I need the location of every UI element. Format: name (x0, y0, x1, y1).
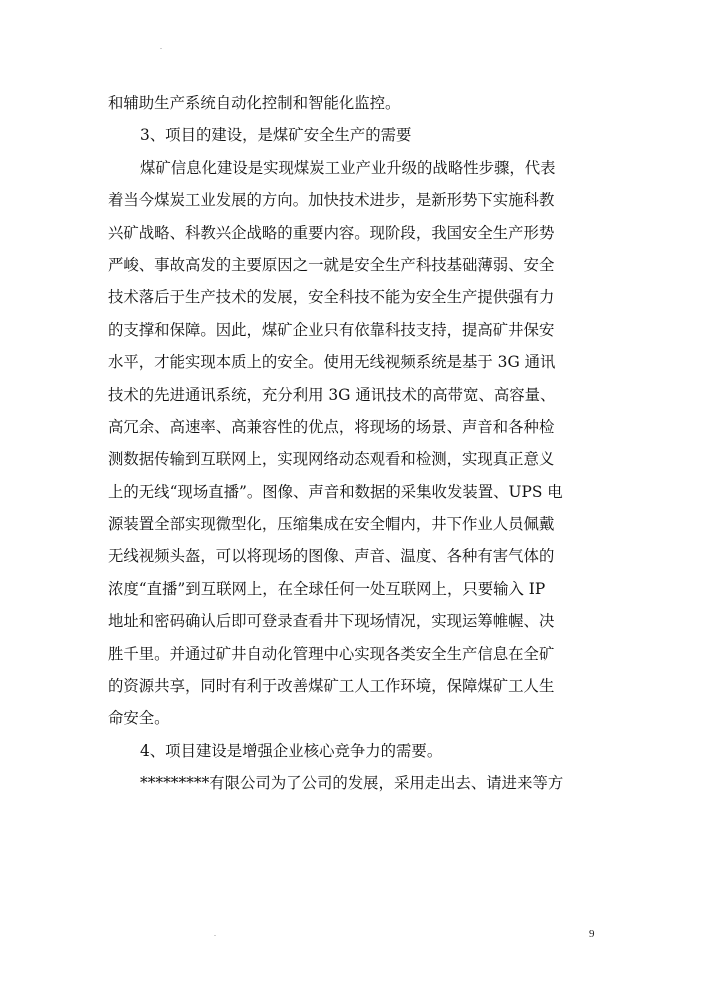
text-line: 测数据传输到互联网上，实现网络动态观看和检测，实现真正意义 (108, 450, 555, 469)
text-line: 3、项目的建设，是煤矿安全生产的需要 (140, 126, 412, 145)
text-line: 地址和密码确认后即可登录查看井下现场情况，实现运筹帷幄、决 (108, 612, 555, 631)
text-line: 高冗余、高速率、高兼容性的优点，将现场的场景、声音和各种检 (108, 417, 555, 436)
scan-speck (160, 48, 162, 49)
text-line: 水平，才能实现本质上的安全。使用无线视频系统是基于 3G 通讯 (108, 353, 556, 372)
text-line: 4、项目建设是增强企业核心竞争力的需要。 (140, 741, 443, 760)
text-line: 兴矿战略、科教兴企战略的重要内容。现阶段，我国安全生产形势 (108, 223, 555, 242)
text-line: 和辅助生产系统自动化控制和智能化监控。 (108, 94, 401, 112)
text-line: 胜千里。并通过矿井自动化管理中心实现各类安全生产信息在全矿 (108, 644, 555, 663)
text-line: 技术落后于生产技术的发展，安全科技不能为安全生产提供强有力 (108, 288, 555, 307)
text-line: 命安全。 (108, 709, 170, 728)
scan-speck (214, 935, 216, 936)
text-line: 煤矿信息化建设是实现煤炭工业产业升级的战略性步骤，代表 (140, 158, 556, 177)
text-line: 的支撑和保障。因此，煤矿企业只有依靠科技支持，提高矿井保安 (108, 320, 555, 339)
text-line: 严峻、事故高发的主要原因之一就是安全生产科技基础薄弱、安全 (108, 255, 555, 274)
text-line: 源装置全部实现微型化，压缩集成在安全帽内，井下作业人员佩戴 (108, 515, 555, 534)
body-text (108, 87, 608, 800)
text-line: *********有限公司为了公司的发展，采用走出去、请进来等方 (140, 774, 564, 793)
text-line: 无线视频头盔，可以将现场的图像、声音、温度、各种有害气体的 (108, 547, 555, 566)
text-line: 技术的先进通讯系统，充分利用 3G 通讯技术的高带宽、高容量、 (108, 385, 556, 404)
text-line: 上的无线“现场直播”。图像、声音和数据的采集收发装置、UPS 电 (108, 482, 563, 501)
text-line: 浓度“直播”到互联网上，在全球任何一处互联网上，只要输入 IP (108, 579, 546, 598)
page-number: 9 (589, 928, 595, 940)
text-line: 着当今煤炭工业发展的方向。加快技术进步，是新形势下实施科教 (108, 191, 555, 210)
text-line: 的资源共享，同时有利于改善煤矿工人工作环境，保障煤矿工人生 (108, 677, 555, 696)
